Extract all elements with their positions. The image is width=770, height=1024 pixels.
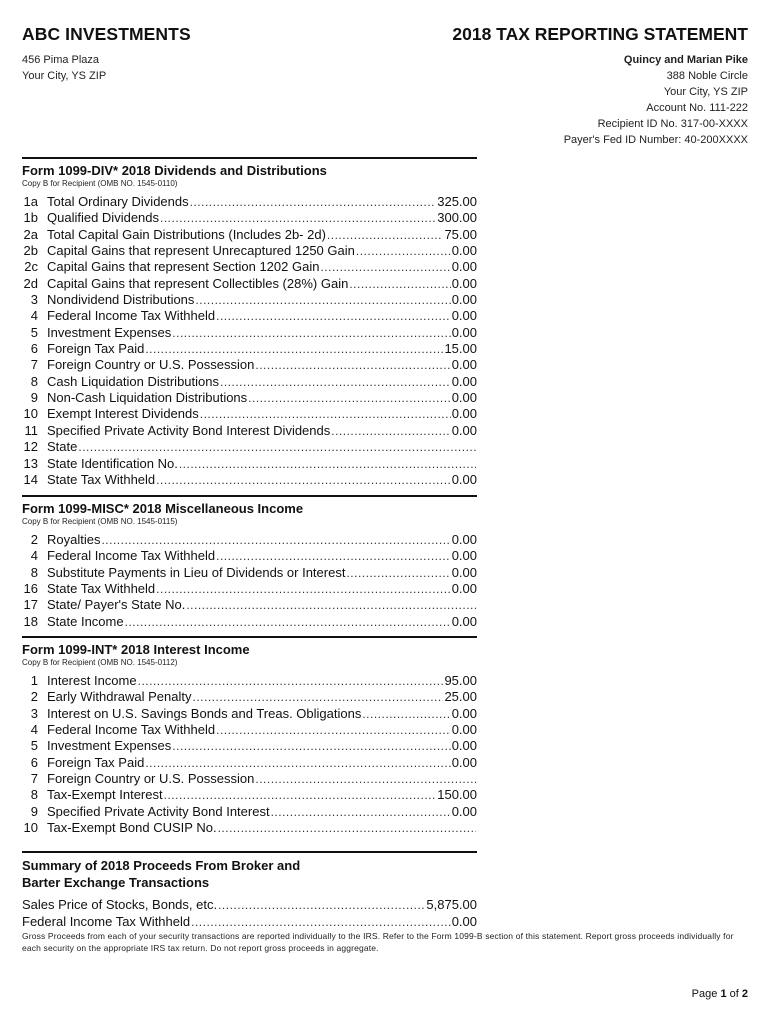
line-item [22, 771, 477, 787]
line-amount: 0.00 [451, 581, 477, 597]
section-title: Form 1099-MISC* 2018 Miscellaneous Income [22, 501, 304, 516]
box-number: 1 [30, 673, 38, 688]
line-label: Tax-Exempt Interest [47, 787, 163, 803]
section-subtitle: Copy B for Recipient (OMB NO. 1545-0112) [22, 658, 178, 667]
dot-leader [218, 820, 476, 836]
dot-leader [248, 390, 451, 406]
recipient-name: Quincy and Marian Pike [623, 54, 748, 66]
line-item [22, 597, 477, 613]
dot-leader [331, 423, 450, 439]
line-item [22, 341, 477, 357]
summary-line [22, 914, 477, 931]
box-number: 9 [30, 803, 38, 819]
line-label: Cash Liquidation Distributions [47, 373, 219, 389]
page-total: 2 [741, 988, 748, 1000]
recipient-address-line2: Your City, YS ZIP [663, 86, 748, 98]
line-amount: 0.00 [451, 406, 477, 422]
line-amount: 0.00 [451, 532, 477, 547]
payer-block [22, 24, 191, 84]
box-number: 10 [23, 820, 38, 836]
line-amount: 0.00 [451, 722, 477, 738]
dot-leader [320, 259, 450, 275]
line-amount: 150.00 [437, 787, 477, 803]
line-item [22, 357, 477, 373]
dot-leader [356, 243, 451, 259]
line-amount: 0.00 [451, 275, 477, 291]
line-label: State/ Payer's State No. [47, 597, 186, 613]
line-label: Capital Gains that represent Collectibles (28%) Gain [47, 275, 349, 291]
page-indicator [692, 988, 748, 1000]
gross-proceeds-note: Gross Proceeds from each of your security transactions are reported individually to the IRS. Refer to the Form 1099-B section of this statement. Report gross proceeds individually for each security on the appropriate IRS tax return. Do not report gross proceeds in aggregate. [22, 931, 734, 953]
dot-leader [145, 341, 443, 357]
line-amount: 0.00 [451, 357, 477, 373]
summary-rows [22, 897, 477, 930]
recipient-block [452, 24, 748, 148]
company-address-line2: Your City, YS ZIP [22, 70, 107, 82]
line-amount: 0.00 [451, 243, 477, 259]
dot-leader [156, 581, 451, 597]
dot-leader [346, 565, 450, 581]
dot-leader [195, 292, 450, 308]
line-item [22, 581, 477, 597]
dot-leader [172, 738, 450, 754]
dot-leader [255, 771, 476, 787]
summary-title-line2: Barter Exchange Transactions [22, 875, 210, 890]
summary-line [22, 897, 477, 914]
line-item [22, 325, 477, 341]
line-label: Substitute Payments in Lieu of Dividends or Interest [47, 564, 346, 580]
line-label: State Tax Withheld [47, 581, 156, 597]
line-item [22, 243, 477, 259]
line-amount: 0.00 [451, 390, 477, 406]
line-item [22, 548, 477, 564]
box-number: 3 [30, 292, 38, 308]
line-item [22, 689, 477, 705]
line-amount: 15.00 [444, 341, 477, 357]
section-subtitle: Copy B for Recipient (OMB NO. 1545-0115) [22, 517, 178, 526]
line-label: Exempt Interest Dividends [47, 406, 199, 422]
line-label: Federal Income Tax Withheld [22, 913, 191, 929]
line-amount: 0.00 [451, 548, 477, 564]
line-item [22, 374, 477, 390]
box-number: 11 [24, 422, 38, 438]
box-number: 3 [30, 705, 38, 721]
line-item [22, 472, 477, 488]
page-number: 1 [720, 988, 727, 1000]
recipient-id: Recipient ID No. 317-00-XXXX [597, 118, 748, 130]
line-label: Interest on U.S. Savings Bonds and Treas. Obligations [47, 705, 362, 721]
payer-fed-id: Payer's Fed ID Number: 40-200XXXX [563, 134, 748, 146]
company-address-line1: 456 Pima Plaza [22, 54, 100, 66]
line-item [22, 194, 477, 210]
dot-leader [190, 194, 437, 210]
line-label: Specified Private Activity Bond Interest [47, 803, 270, 819]
section-title: Form 1099-DIV* 2018 Dividends and Distributions [22, 163, 327, 178]
line-item [22, 787, 477, 803]
dot-leader [349, 276, 450, 292]
dot-leader [156, 472, 451, 488]
page-word: Page [691, 988, 718, 1000]
company-address [22, 52, 191, 84]
line-label: Foreign Tax Paid [47, 341, 145, 357]
line-amount: 325.00 [437, 194, 477, 209]
line-item [22, 308, 477, 324]
line-label: Qualified Dividends [47, 210, 160, 226]
form-1099-int-section [22, 636, 477, 836]
line-label: Sales Price of Stocks, Bonds, etc. [22, 897, 218, 912]
box-number: 2 [30, 532, 38, 547]
dot-leader [78, 439, 476, 455]
line-label: Total Ordinary Dividends [47, 194, 189, 209]
line-item [22, 227, 477, 243]
line-amount: 0.00 [451, 738, 477, 754]
line-amount: 0.00 [451, 705, 477, 721]
dot-leader [138, 673, 444, 689]
line-item [22, 276, 477, 292]
dot-leader [216, 548, 451, 564]
dot-leader [179, 456, 476, 472]
box-number: 10 [23, 406, 38, 422]
line-label: State Tax Withheld [47, 471, 156, 487]
line-item [22, 210, 477, 226]
section-title: Form 1099-INT* 2018 Interest Income [22, 642, 250, 657]
box-number: 4 [30, 308, 38, 324]
line-amount: 25.00 [444, 689, 477, 705]
line-label: Interest Income [47, 673, 137, 688]
line-item [22, 259, 477, 275]
line-label: Total Capital Gain Distributions (Includes 2b- 2d) [47, 226, 326, 242]
box-number: 6 [30, 341, 38, 357]
line-label: Federal Income Tax Withheld [47, 722, 216, 738]
misc-rows [22, 532, 477, 630]
line-amount: 0.00 [451, 292, 477, 308]
dot-leader [186, 597, 476, 613]
dot-leader [255, 357, 450, 373]
line-label: State [47, 439, 78, 455]
line-item [22, 406, 477, 422]
line-item [22, 614, 477, 630]
line-label: State Identification No. [47, 455, 178, 471]
dot-leader [362, 706, 450, 722]
box-number: 8 [30, 787, 38, 803]
box-number: 12 [23, 439, 38, 455]
dot-leader [220, 374, 451, 390]
section-header [22, 636, 477, 668]
line-amount: 0.00 [451, 803, 477, 819]
dot-leader [218, 897, 425, 914]
recipient-address-line1: 388 Noble Circle [666, 70, 748, 82]
form-1099-div-section [22, 157, 477, 488]
line-amount: 75.00 [444, 226, 477, 242]
box-number: 2c [24, 259, 38, 275]
line-item [22, 722, 477, 738]
line-item [22, 532, 477, 548]
line-amount: 0.00 [451, 259, 477, 275]
dot-leader [172, 325, 450, 341]
box-number: 7 [30, 357, 38, 373]
line-label: Capital Gains that represent Section 1202 Gain [47, 259, 320, 275]
dot-leader [193, 689, 444, 705]
line-label: Tax-Exempt Bond CUSIP No. [47, 820, 217, 836]
line-item [22, 390, 477, 406]
line-amount: 300.00 [437, 210, 477, 226]
box-number: 8 [30, 373, 38, 389]
dot-leader [160, 210, 436, 226]
line-item [22, 755, 477, 771]
line-amount: 0.00 [451, 471, 477, 487]
dot-leader [216, 722, 451, 738]
recipient-info [452, 52, 748, 148]
line-label: Investment Expenses [47, 324, 172, 340]
line-label: Federal Income Tax Withheld [47, 548, 216, 564]
line-label: Nondividend Distributions [47, 292, 195, 308]
line-label: Royalties [47, 532, 101, 547]
box-number: 7 [30, 771, 38, 787]
box-number: 13 [23, 455, 38, 471]
box-number: 9 [30, 390, 38, 406]
line-amount: 0.00 [451, 754, 477, 770]
statement-title: 2018 TAX REPORTING STATEMENT [452, 24, 748, 44]
dot-leader [145, 755, 450, 771]
dot-leader [164, 787, 437, 803]
box-number: 5 [30, 738, 38, 754]
line-amount: 5,875.00 [426, 897, 477, 912]
dot-leader [327, 227, 444, 243]
line-label: Non-Cash Liquidation Distributions [47, 390, 248, 406]
line-amount: 0.00 [451, 913, 477, 929]
box-number: 6 [30, 754, 38, 770]
line-label: Federal Income Tax Withheld [47, 308, 216, 324]
of-word: of [729, 988, 739, 1000]
line-item [22, 820, 477, 836]
line-amount: 0.00 [451, 373, 477, 389]
account-number: Account No. 111-222 [646, 102, 748, 114]
line-item [22, 804, 477, 820]
line-amount: 0.00 [451, 308, 477, 324]
box-number: 2 [30, 689, 38, 705]
line-item [22, 673, 477, 689]
section-header [22, 157, 477, 189]
box-number: 2d [23, 275, 38, 291]
line-amount: 0.00 [451, 422, 477, 438]
dot-leader [271, 804, 451, 820]
box-number: 17 [23, 597, 38, 613]
box-number: 4 [30, 548, 38, 564]
line-label: Capital Gains that represent Unrecaptured 1250 Gain [47, 243, 355, 259]
line-amount: 95.00 [444, 673, 477, 688]
box-number: 1a [23, 194, 38, 209]
line-label: Foreign Tax Paid [47, 754, 145, 770]
dot-leader [125, 614, 451, 630]
div-rows [22, 194, 477, 488]
line-label: Specified Private Activity Bond Interest Dividends [47, 422, 331, 438]
section-subtitle: Copy B for Recipient (OMB NO. 1545-0110) [22, 179, 178, 188]
line-amount: 0.00 [451, 613, 477, 629]
dot-leader [200, 406, 451, 422]
line-item [22, 439, 477, 455]
line-amount: 0.00 [451, 324, 477, 340]
line-item [22, 292, 477, 308]
section-header [22, 851, 477, 891]
dot-leader [101, 532, 450, 548]
line-amount: 0.00 [451, 564, 477, 580]
line-label: Foreign Country or U.S. Possession [47, 357, 255, 373]
line-item [22, 456, 477, 472]
line-item [22, 565, 477, 581]
section-header [22, 495, 477, 527]
dot-leader [191, 914, 451, 931]
box-number: 2a [23, 226, 38, 242]
box-number: 4 [30, 722, 38, 738]
line-label: Early Withdrawal Penalty [47, 689, 192, 705]
box-number: 18 [23, 613, 38, 629]
box-number: 14 [23, 471, 38, 487]
line-label: State Income [47, 613, 124, 629]
proceeds-summary-section [22, 851, 477, 930]
summary-title-line1: Summary of 2018 Proceeds From Broker and [22, 858, 301, 873]
form-1099-misc-section [22, 495, 477, 630]
line-item [22, 423, 477, 439]
line-item [22, 738, 477, 754]
box-number: 2b [23, 243, 38, 259]
line-item [22, 706, 477, 722]
line-label: Foreign Country or U.S. Possession [47, 771, 255, 787]
box-number: 16 [23, 581, 38, 597]
line-label: Investment Expenses [47, 738, 172, 754]
company-name: ABC INVESTMENTS [22, 24, 191, 44]
int-rows [22, 673, 477, 836]
box-number: 1b [23, 210, 38, 226]
box-number: 8 [30, 564, 38, 580]
dot-leader [216, 308, 451, 324]
box-number: 5 [30, 324, 38, 340]
